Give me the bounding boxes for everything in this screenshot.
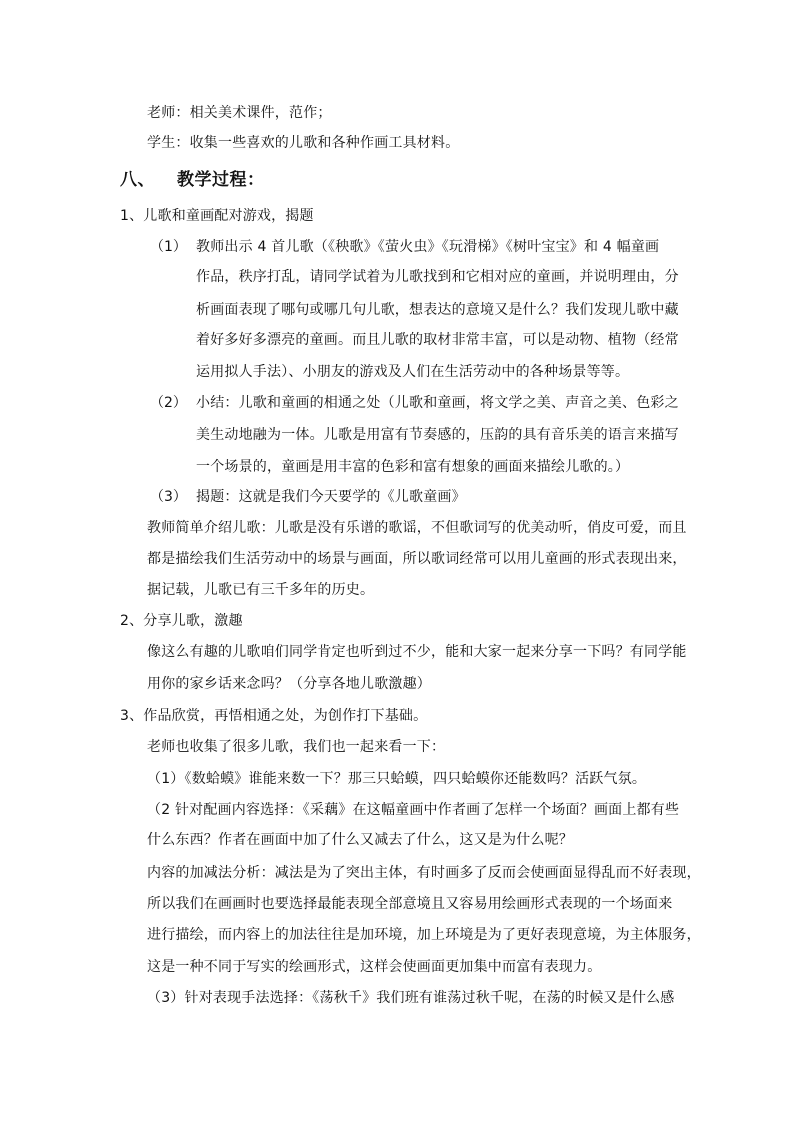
step3-analysis-line: 内容的加减法分析：减法是为了突出主体，有时画多了反而会使画面显得乱而不好表现，	[147, 865, 701, 881]
step3-intro: 老师也收集了很多儿歌，我们也一起来看一下：	[147, 739, 446, 755]
step1-item2-line: 一个场景的，童画是用丰富的色彩和富有想象的画面来描绘儿歌的。）	[196, 459, 630, 475]
materials-student: 学生：收集一些喜欢的儿歌和各种作画工具材料。	[147, 135, 460, 151]
step1-intro-line: 据记载，儿歌已有三千多年的历史。	[147, 582, 375, 598]
step2-title: 2、分享儿歌，激趣	[120, 613, 243, 629]
step1-item2-line: 小结：儿歌和童画的相通之处（儿歌和童画，将文学之美、声音之美、色彩之	[196, 395, 679, 411]
step1-item1-line: 析画面表现了哪句或哪几句儿歌，想表达的意境又是什么？我们发现儿歌中藏	[196, 302, 679, 318]
step3-sub2-line: （2 针对配画内容选择：《采藕》在这幅童画中作者画了怎样一个场面？画面上都有些	[147, 802, 680, 818]
step1-item2-line: 美生动地融为一体。儿歌是用富有节奏感的，压韵的具有音乐美的语言来描写	[196, 427, 679, 443]
step3-analysis-line: 所以我们在画画时也要选择最能表现全部意境且又容易用绘画形式表现的一个场面来	[147, 896, 673, 912]
step1-item2-num: （2）	[150, 395, 187, 411]
step3-sub1: （1）《数蛤蟆》谁能来数一下？那三只蛤蟆，四只蛤蟆你还能数吗？活跃气氛。	[147, 771, 647, 787]
step1-intro-line: 教师简单介绍儿歌：儿歌是没有乐谱的歌谣，不但歌词写的优美动听，俏皮可爱，而且	[147, 520, 687, 536]
step1-item1-line: 作品，秩序打乱，请同学试着为儿歌找到和它相对应的童画，并说明理由，分	[196, 269, 679, 285]
step1-item3-num: （3）	[150, 489, 187, 505]
section-number: 八、	[120, 170, 155, 190]
step1-item1-num: （1）	[150, 239, 187, 255]
step1-item3-text: 揭题：这就是我们今天要学的《儿歌童画》	[196, 489, 466, 505]
section-title: 教学过程：	[177, 170, 265, 190]
step1-item1-line: 教师出示 4 首儿歌（《秧歌》《萤火虫》《玩滑梯》《树叶宝宝》和 4 幅童画	[196, 239, 660, 255]
step1-item1-line: 运用拟人手法）、小朋友的游戏及人们在生活劳动中的各种场景等等。	[196, 364, 630, 380]
step3-analysis-line: 进行描绘，而内容上的加法往往是加环境，加上环境是为了更好表现意境，为主体服务，	[147, 927, 701, 943]
step2-line: 像这么有趣的儿歌咱们同学肯定也听到过不少，能和大家一起来分享一下吗？有同学能	[147, 644, 687, 660]
step2-line: 用你的家乡话来念吗？（分享各地儿歌激趣）	[147, 676, 431, 692]
step3-title: 3、作品欣赏，再悟相通之处，为创作打下基础。	[120, 708, 428, 724]
step1-item1-line: 着好多好多漂亮的童画。而且儿歌的取材非常丰富，可以是动物、植物（经常	[196, 332, 679, 348]
materials-teacher: 老师：相关美术课件，范作；	[147, 105, 332, 121]
step3-sub3: （3）针对表现手法选择：《荡秋千》我们班有谁荡过秋千呢，在荡的时候又是什么感	[147, 990, 675, 1006]
step3-sub2-line: 什么东西？作者在画面中加了什么又减去了什么，这又是为什么呢？	[147, 832, 573, 848]
step1-title: 1、儿歌和童画配对游戏，揭题	[120, 208, 314, 224]
step3-analysis-line: 这是一种不同于写实的绘画形式，这样会使画面更加集中而富有表现力。	[147, 959, 602, 975]
step1-intro-line: 都是描绘我们生活劳动中的场景与画面，所以歌词经常可以用儿童画的形式表现出来，	[147, 551, 687, 567]
